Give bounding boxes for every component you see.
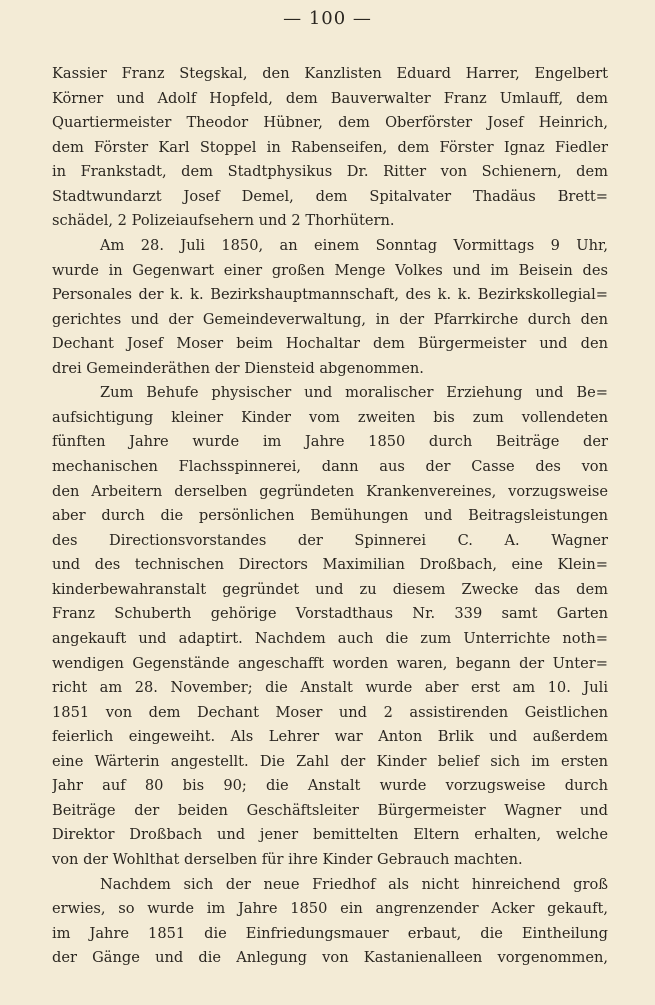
text-line: Am 28. Juli 1850, an einem Sonntag Vormittags 9 Uhr, xyxy=(100,236,608,254)
text-line: richt am 28. November; die Anstalt wurde aber erst am 10. Juli xyxy=(52,679,608,697)
text-line: Quartiermeister Theodor Hübner, dem Oberförster Josef Heinrich, xyxy=(52,114,608,132)
text-line: Personales der k. k. Bezirkshauptmannschaft, des k. k. Bezirkskollegial= xyxy=(52,286,608,304)
text-line: Kassier Franz Stegskal, den Kanzlisten Eduard Harrer, Engelbert xyxy=(52,65,608,82)
text-line: drei Gemeinderäthen der Diensteid abgenommen. xyxy=(52,359,424,377)
text-line: Stadtwundarzt Josef Demel, dem Spitalvater Thadäus Brett= xyxy=(52,187,608,205)
text-line: dem Förster Karl Stoppel in Rabenseifen, dem Förster Ignaz Fiedler xyxy=(52,138,608,156)
text-line: schädel, 2 Polizeiaufsehern und 2 Thorhütern. xyxy=(52,212,395,230)
text-line: wurde in Gegenwart einer großen Menge Volkes und im Beisein des xyxy=(52,261,608,279)
text-line: Jahr auf 80 bis 90; die Anstalt wurde vorzugsweise durch xyxy=(52,777,608,795)
text-line: Franz Schuberth gehörige Vorstadthaus Nr. 339 samt Garten xyxy=(52,605,608,623)
text-line: fünften Jahre wurde im Jahre 1850 durch Beiträge der xyxy=(52,433,608,451)
text-line: mechanischen Flachsspinnerei, dann aus der Casse des von xyxy=(52,458,608,475)
body-text xyxy=(52,62,608,971)
text-line: wendigen Gegenstände angeschafft worden waren, begann der Unter= xyxy=(52,654,608,672)
text-line: im Jahre 1851 die Einfriedungsmauer erbaut, die Eintheilung xyxy=(52,924,608,942)
text-line: Zum Behufe physischer und moralischer Erziehung und Be= xyxy=(100,384,608,402)
text-line: Körner und Adolf Hopfeld, dem Bauverwalter Franz Umlauff, dem xyxy=(52,89,608,107)
text-line: den Arbeitern derselben gegründeten Krankenvereines, vorzugsweise xyxy=(52,482,608,500)
text-line: angekauft und adaptirt. Nachdem auch die zum Unterrichte noth= xyxy=(52,629,608,647)
text-line: von der Wohlthat derselben für ihre Kinder Gebrauch machten. xyxy=(52,851,523,868)
text-line: Direktor Droßbach und jener bemittelten Eltern erhalten, welche xyxy=(52,826,608,844)
text-line: aufsichtigung kleiner Kinder vom zweiten bis zum vollendeten xyxy=(52,408,608,426)
text-line: 1851 von dem Dechant Moser und 2 assistirenden Geistlichen xyxy=(52,703,608,721)
text-line: feierlich eingeweiht. Als Lehrer war Anton Brlik und außerdem xyxy=(52,728,608,746)
text-line: aber durch die persönlichen Bemühungen und Beitragsleistungen xyxy=(52,507,608,525)
text-line: erwies, so wurde im Jahre 1850 ein angrenzender Acker gekauft, xyxy=(52,900,608,918)
text-line: des Directionsvorstandes der Spinnerei C. A. Wagner xyxy=(52,531,608,549)
text-line: und des technischen Directors Maximilian Droßbach, eine Klein= xyxy=(52,556,608,574)
text-line: Dechant Josef Moser beim Hochaltar dem Bürgermeister und den xyxy=(52,335,608,353)
page-number: — 100 — xyxy=(283,8,372,29)
text-line: kinderbewahranstalt gegründet und zu diesem Zwecke das dem xyxy=(52,580,608,598)
text-line: Beiträge der beiden Geschäftsleiter Bürgermeister Wagner und xyxy=(52,801,608,819)
text-line: in Frankstadt, dem Stadtphysikus Dr. Ritter von Schienern, dem xyxy=(52,163,608,181)
text-line: Nachdem sich der neue Friedhof als nicht hinreichend groß xyxy=(100,875,608,893)
text-line: eine Wärterin angestellt. Die Zahl der Kinder belief sich im ersten xyxy=(52,752,608,770)
text-line: der Gänge und die Anlegung von Kastanienalleen vorgenommen, xyxy=(52,949,608,967)
text-line: gerichtes und der Gemeindeverwaltung, in der Pfarrkirche durch den xyxy=(52,310,608,328)
